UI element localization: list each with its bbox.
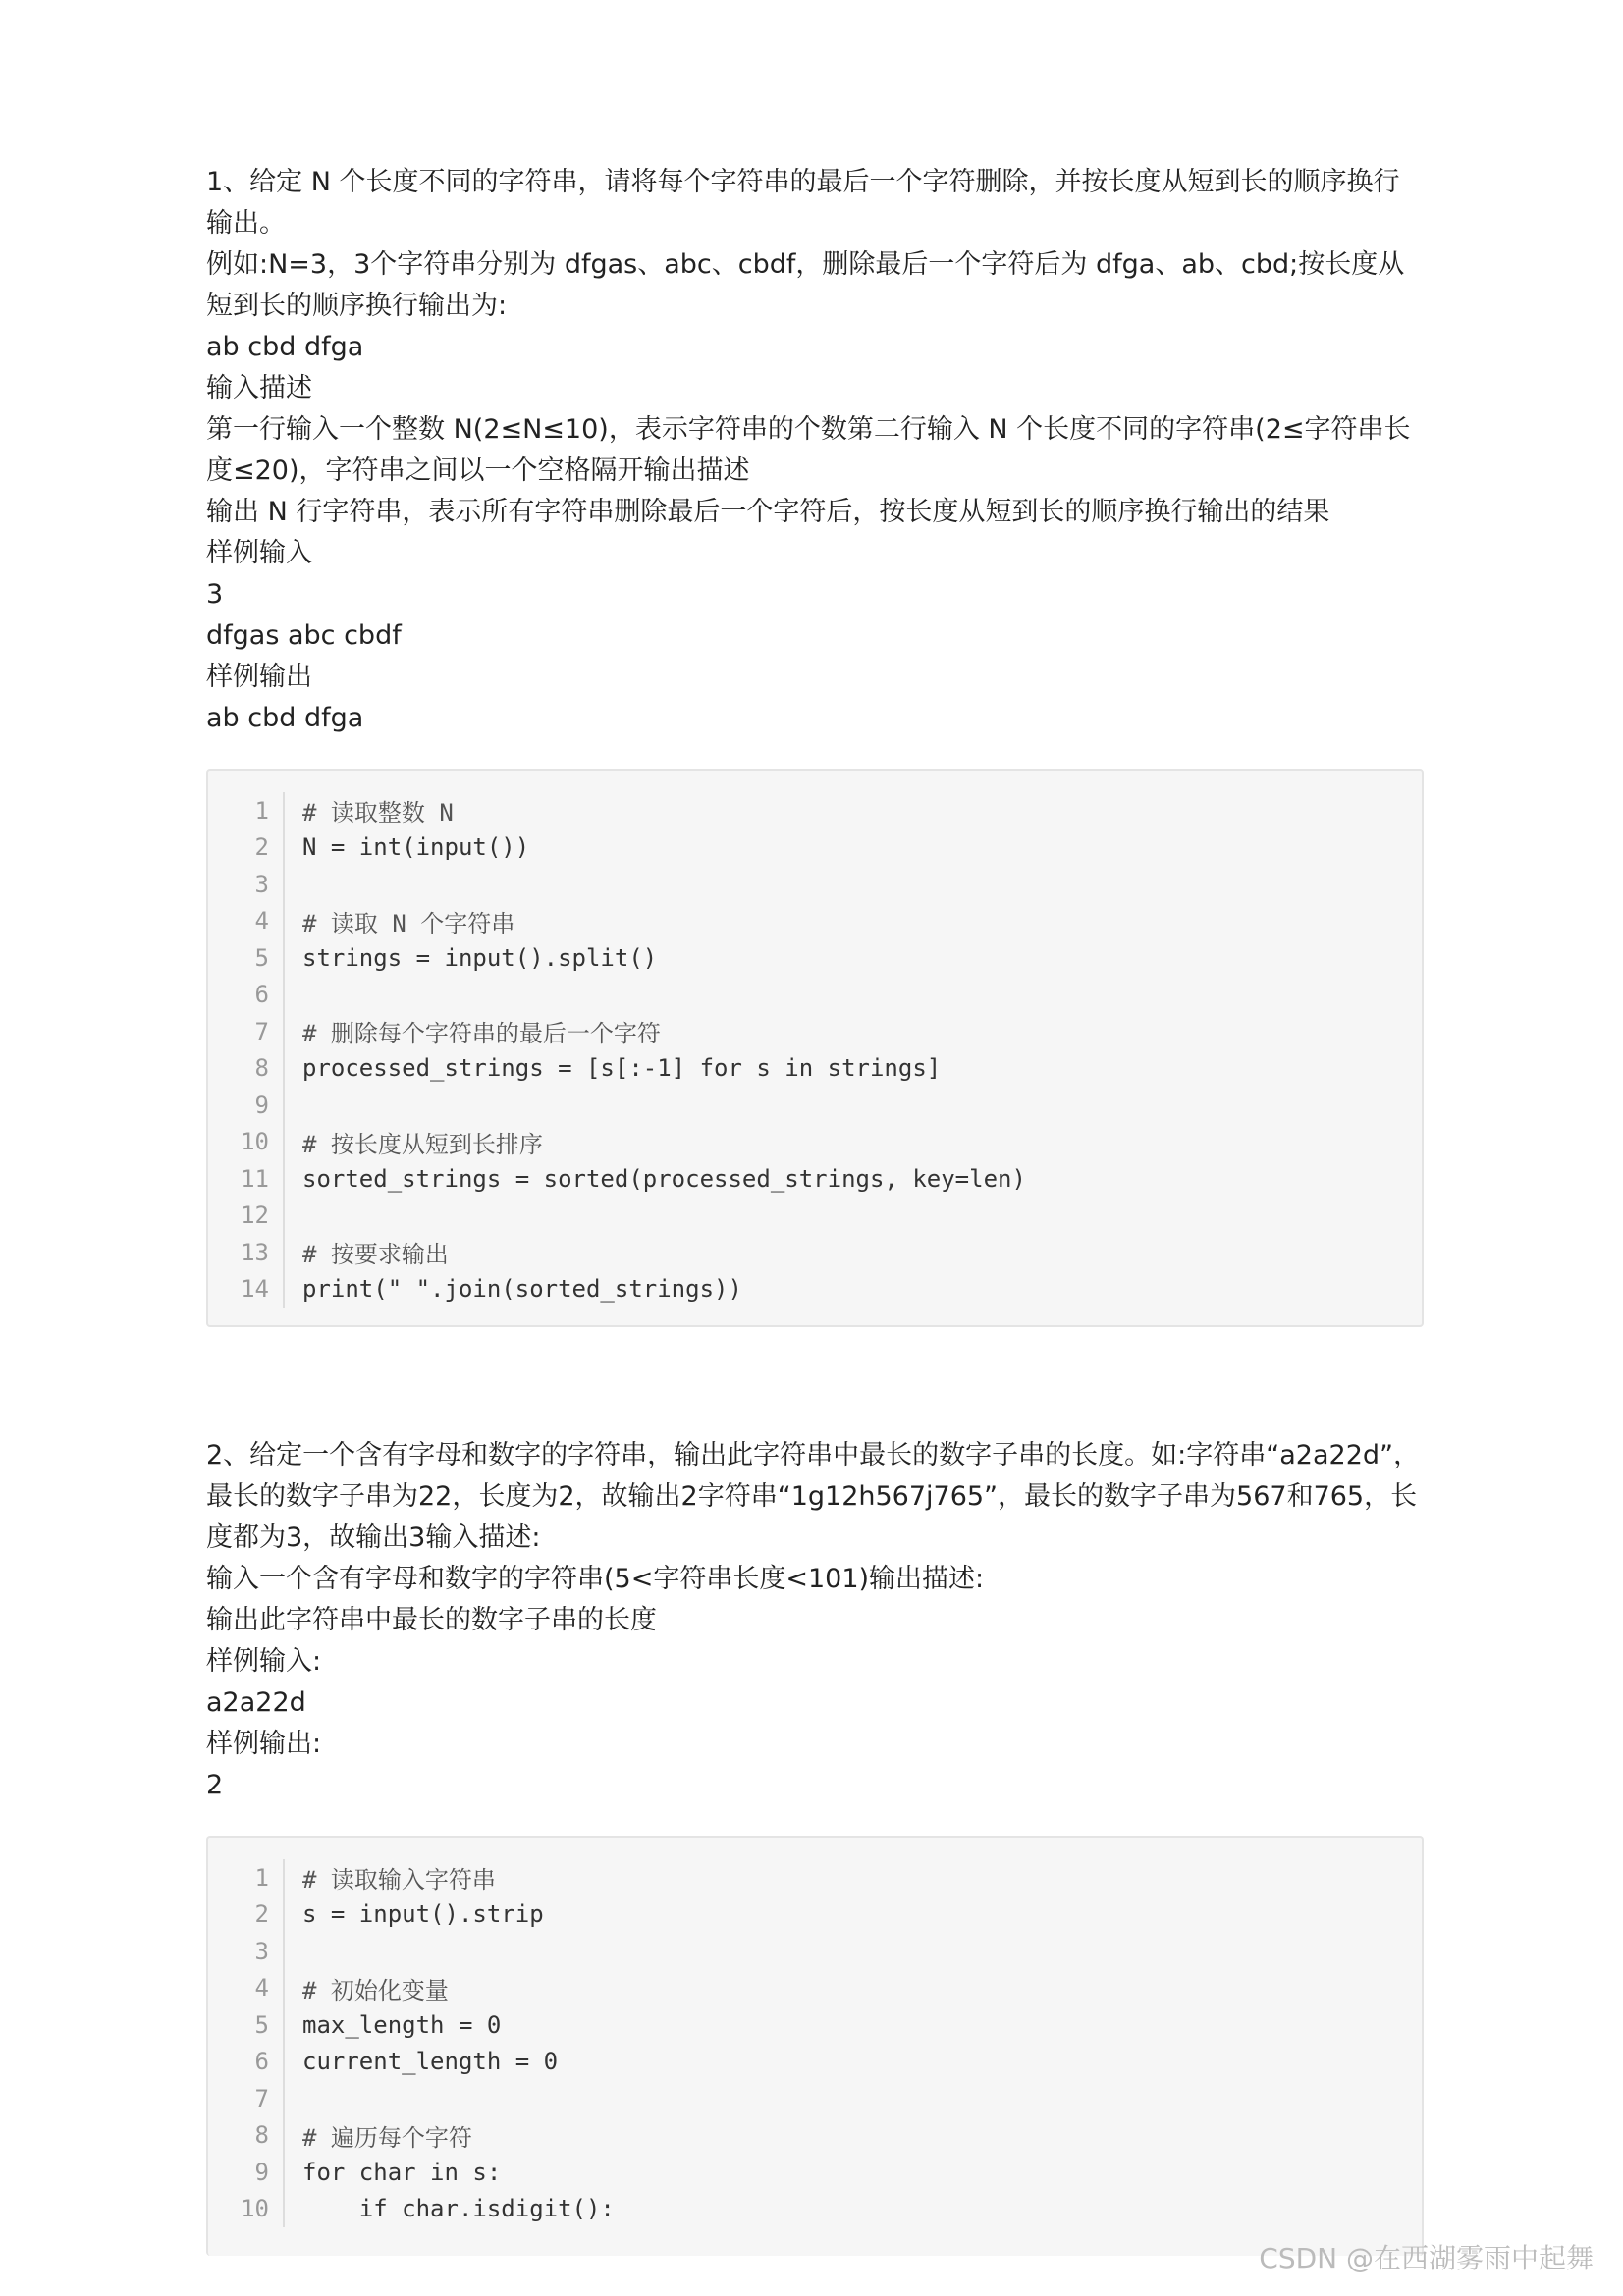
line-number: 9 xyxy=(208,1087,285,1124)
code-text: if char.isdigit(): xyxy=(302,2195,615,2223)
code-line xyxy=(208,1271,1422,1308)
code-line xyxy=(208,2117,1422,2155)
line-number: 2 xyxy=(208,829,285,867)
line-number: 2 xyxy=(208,1896,285,1934)
code-line xyxy=(208,792,1422,829)
line-number: 1 xyxy=(208,792,285,829)
paragraph: 2 xyxy=(206,1770,224,1800)
code-line xyxy=(208,1859,1422,1896)
paragraph: 输入描述 xyxy=(206,373,312,403)
code-comment: # 按长度从短到长排序 xyxy=(302,1130,543,1158)
paragraph: 输入一个含有字母和数字的字符串(5<字符串长度<101)输出描述: xyxy=(206,1564,985,1594)
line-number: 3 xyxy=(208,1933,285,1970)
code-text: sorted_strings = sorted(processed_strings, key=len) xyxy=(302,1164,1026,1193)
code-line xyxy=(208,2191,1422,2228)
line-number: 6 xyxy=(208,977,285,1014)
paragraph: 输出 N 行字符串，表示所有字符串删除最后一个字符后，按长度从短到长的顺序换行输出的结果 xyxy=(206,497,1330,527)
document-body xyxy=(206,162,1424,2256)
code-line xyxy=(208,1050,1422,1088)
paragraph: 2、给定一个含有字母和数字的字符串，输出此字符串中最长的数字子串的长度。如:字符串“a2a22d”，最长的数字子串为22，长度为2，故输出2字符串“1g12h567j765”，最长的数字子串为567和765，长度都为3，故输出3输入描述: xyxy=(206,1440,1421,1553)
line-number: 12 xyxy=(208,1198,285,1235)
paragraph: 例如:N=3，3个字符串分别为 dfgas、abc、cbdf，删除最后一个字符后为 dfga、ab、cbd;按长度从短到长的顺序换行输出为: xyxy=(206,249,1405,321)
line-number: 7 xyxy=(208,2080,285,2117)
line-number: 9 xyxy=(208,2154,285,2191)
code-comment: # 遍历每个字符 xyxy=(302,2123,472,2152)
code-comment: # 读取 N 个字符串 xyxy=(302,909,515,937)
code-line xyxy=(208,1970,1422,2007)
line-number: 4 xyxy=(208,1970,285,2007)
paragraph: ab cbd dfga xyxy=(206,703,364,733)
line-number: 10 xyxy=(208,1124,285,1161)
paragraph: 3 xyxy=(206,579,224,610)
code-text: current_length = 0 xyxy=(302,2048,559,2076)
paragraph: 1、给定 N 个长度不同的字符串，请将每个字符串的最后一个字符删除，并按长度从短到长的顺序换行输出。 xyxy=(206,167,1400,239)
line-number: 6 xyxy=(208,2044,285,2081)
paragraph: 第一行输入一个整数 N(2≤N≤10)，表示字符串的个数第二行输入 N 个长度不同的字符串(2≤字符串长度≤20)，字符串之间以一个空格隔开输出描述 xyxy=(206,414,1411,486)
line-number: 14 xyxy=(208,1271,285,1308)
paragraph: dfgas abc cbdf xyxy=(206,620,402,651)
line-number: 5 xyxy=(208,2006,285,2044)
code-line xyxy=(208,2006,1422,2044)
code-line xyxy=(208,1087,1422,1124)
section-2-text xyxy=(206,1435,1424,1806)
code-comment: # 读取输入字符串 xyxy=(302,1866,496,1895)
code-line xyxy=(208,1160,1422,1198)
code-line xyxy=(208,866,1422,903)
code-comment: # 读取整数 N xyxy=(302,799,454,828)
line-number: 10 xyxy=(208,2191,285,2228)
code-line xyxy=(208,1013,1422,1050)
code-line xyxy=(208,939,1422,977)
code-line xyxy=(208,1896,1422,1934)
code-line xyxy=(208,1198,1422,1235)
code-block-1 xyxy=(206,769,1424,1327)
line-number: 5 xyxy=(208,939,285,977)
code-text: print(" ".join(sorted_strings)) xyxy=(302,1275,742,1304)
paragraph: a2a22d xyxy=(206,1687,306,1718)
code-line xyxy=(208,1124,1422,1161)
line-number: 8 xyxy=(208,1050,285,1088)
code-text: max_length = 0 xyxy=(302,2010,502,2039)
code-text: strings = input().split() xyxy=(302,943,658,972)
code-line xyxy=(208,903,1422,940)
paragraph: 输出此字符串中最长的数字子串的长度 xyxy=(206,1605,657,1635)
watermark: CSDN @在西湖雾雨中起舞 xyxy=(1259,2242,1594,2274)
line-number: 4 xyxy=(208,903,285,940)
code-line xyxy=(208,2044,1422,2081)
code-line xyxy=(208,829,1422,867)
line-number: 13 xyxy=(208,1234,285,1271)
code-comment: # 初始化变量 xyxy=(302,1976,449,2004)
line-number: 11 xyxy=(208,1160,285,1198)
line-number: 3 xyxy=(208,866,285,903)
code-comment: # 按要求输出 xyxy=(302,1241,449,1269)
section-1 xyxy=(206,162,1424,1327)
code-line xyxy=(208,977,1422,1014)
paragraph: 样例输出: xyxy=(206,1729,322,1759)
line-number: 1 xyxy=(208,1859,285,1896)
line-number: 7 xyxy=(208,1013,285,1050)
code-text: s = input().strip xyxy=(302,1900,544,1929)
paragraph: 样例输出 xyxy=(206,662,312,692)
section-1-text xyxy=(206,162,1424,739)
code-line xyxy=(208,2080,1422,2117)
code-comment: # 删除每个字符串的最后一个字符 xyxy=(302,1020,661,1048)
code-line xyxy=(208,2154,1422,2191)
line-number: 8 xyxy=(208,2117,285,2155)
paragraph: ab cbd dfga xyxy=(206,332,364,362)
code-text: N = int(input()) xyxy=(302,833,530,862)
section-2 xyxy=(206,1435,1424,2256)
code-line xyxy=(208,1234,1422,1271)
code-line xyxy=(208,1933,1422,1970)
paragraph: 样例输入: xyxy=(206,1646,322,1677)
code-text: for char in s: xyxy=(302,2158,502,2186)
code-text: processed_strings = [s[:-1] for s in strings] xyxy=(302,1054,942,1083)
code-block-2 xyxy=(206,1836,1424,2256)
paragraph: 样例输入 xyxy=(206,538,312,568)
